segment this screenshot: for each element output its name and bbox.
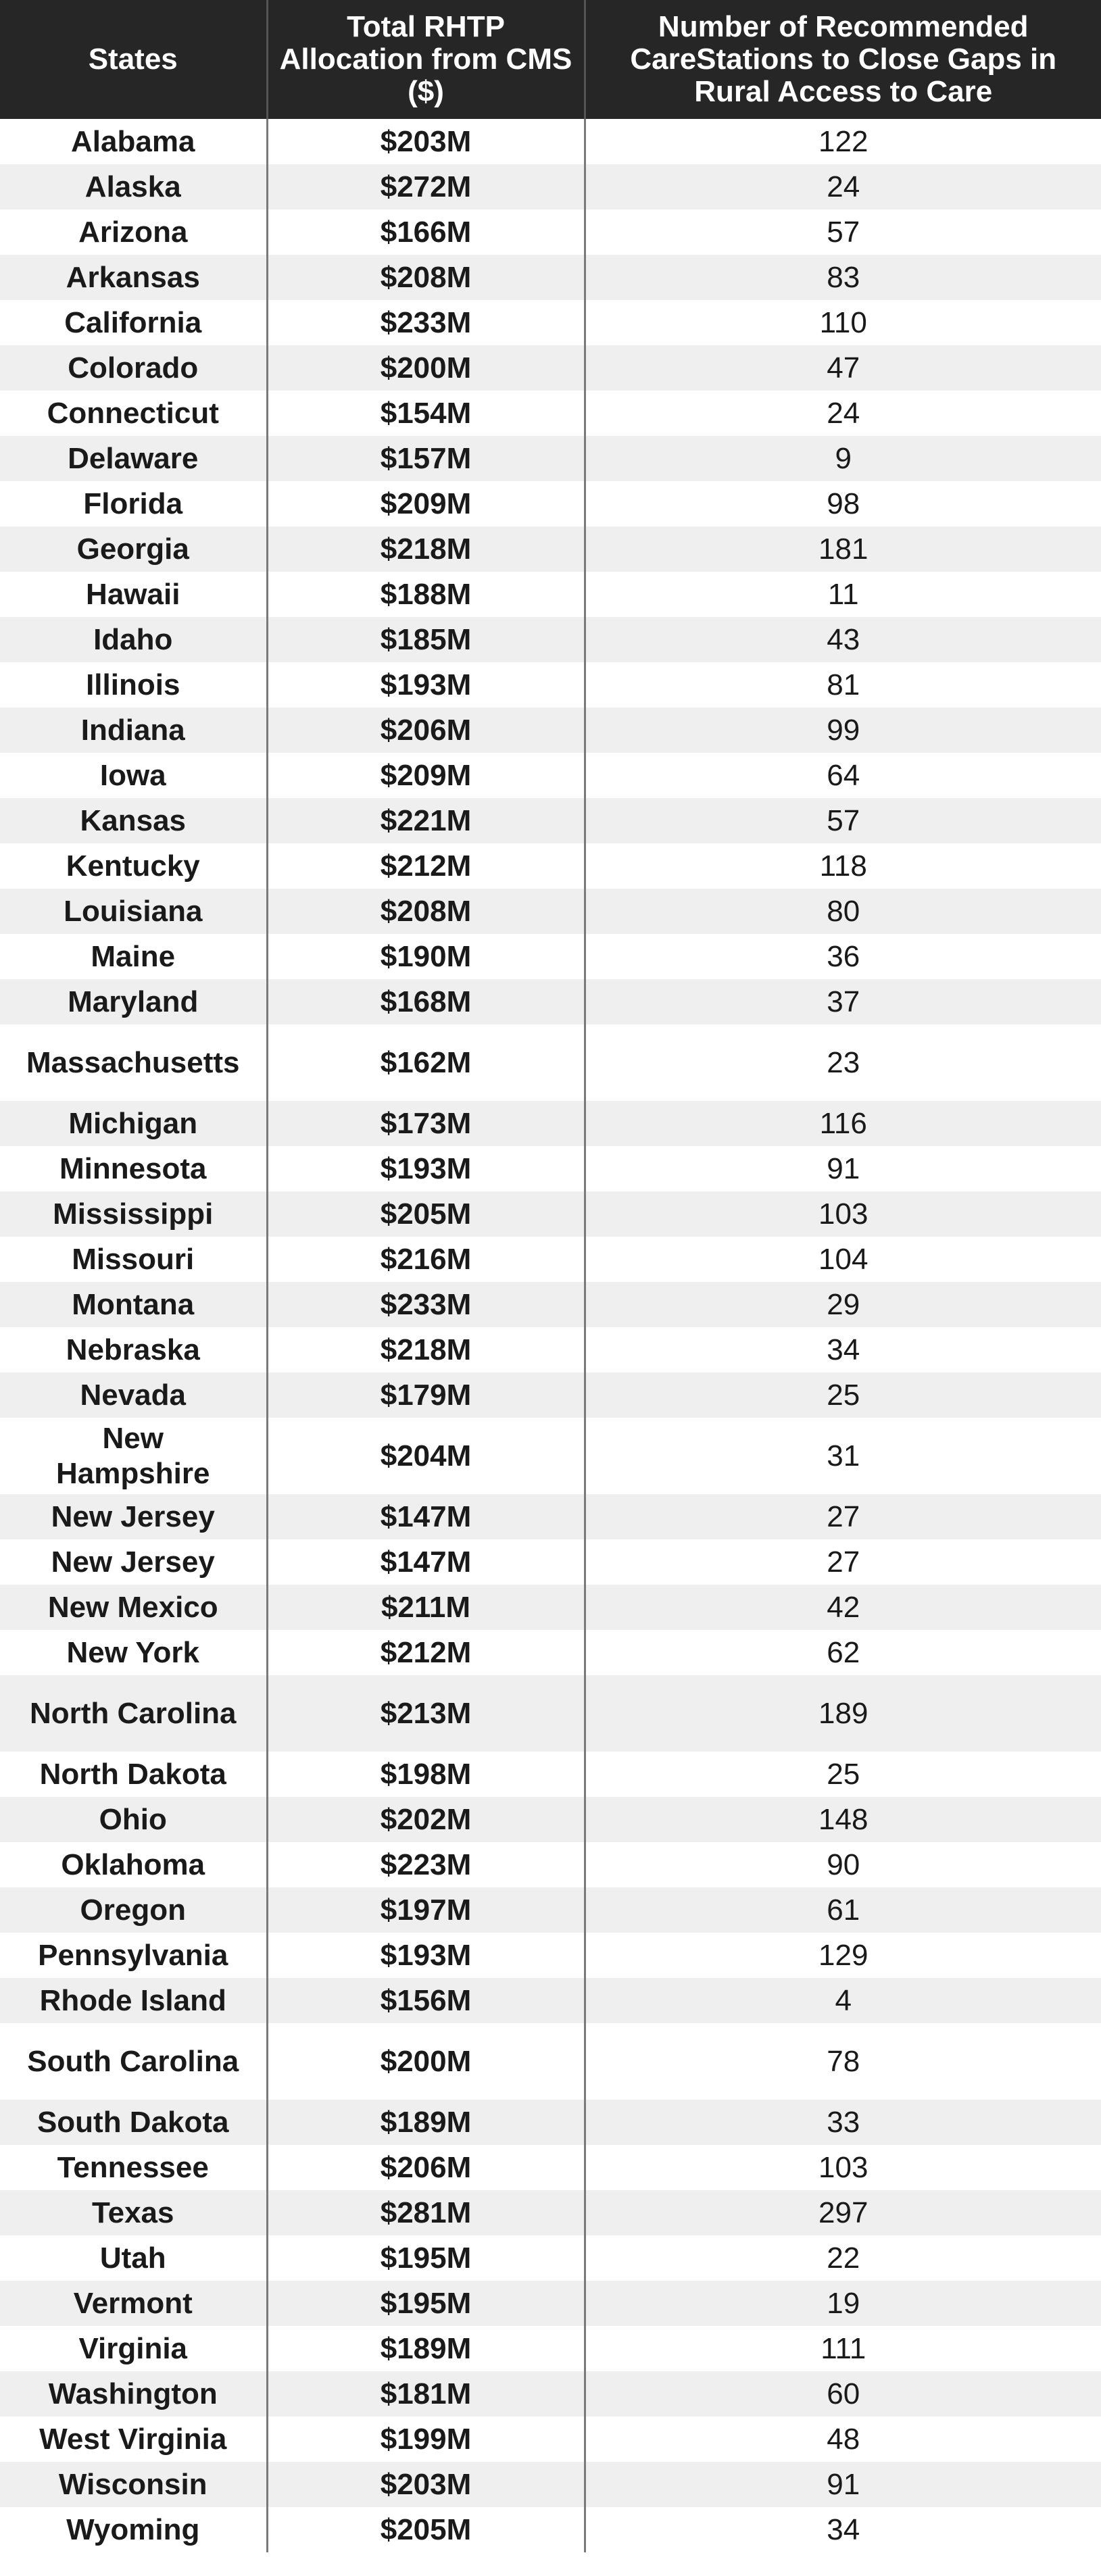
carestation-count-cell: 62 [585, 1630, 1101, 1675]
allocation-cell: $209M [267, 753, 585, 798]
carestation-count-cell: 57 [585, 209, 1101, 255]
carestation-count-cell: 23 [585, 1024, 1101, 1101]
table-row [0, 300, 1101, 345]
carestation-count-cell: 78 [585, 2023, 1101, 2100]
carestation-count-cell: 83 [585, 255, 1101, 300]
state-cell: New Jersey [0, 1539, 267, 1585]
table-row [0, 2462, 1101, 2507]
state-cell: North Dakota [0, 1752, 267, 1797]
header-states: States [0, 0, 267, 119]
state-cell: Maryland [0, 979, 267, 1024]
table-row [0, 889, 1101, 934]
header-carestations: Number of Recommended CareStations to Close Gaps in Rural Access to Care [585, 0, 1101, 119]
table-row [0, 2417, 1101, 2462]
table-row [0, 1675, 1101, 1752]
carestation-count-cell: 25 [585, 1752, 1101, 1797]
allocation-cell: $216M [267, 1237, 585, 1282]
carestation-count-cell: 122 [585, 119, 1101, 164]
state-cell: Ohio [0, 1797, 267, 1842]
table-row [0, 1282, 1101, 1327]
state-cell: Delaware [0, 436, 267, 481]
carestation-count-cell: 19 [585, 2281, 1101, 2326]
state-cell: Wyoming [0, 2507, 267, 2552]
carestation-count-cell: 181 [585, 526, 1101, 572]
carestation-count-cell: 27 [585, 1494, 1101, 1539]
state-cell: Florida [0, 481, 267, 526]
state-cell: New Jersey [0, 1494, 267, 1539]
allocation-cell: $147M [267, 1539, 585, 1585]
carestation-count-cell: 27 [585, 1539, 1101, 1585]
state-cell: North Carolina [0, 1675, 267, 1752]
state-cell: Rhode Island [0, 1978, 267, 2023]
carestation-count-cell: 25 [585, 1372, 1101, 1418]
carestation-count-cell: 116 [585, 1101, 1101, 1146]
state-cell: Alaska [0, 164, 267, 209]
state-cell: Iowa [0, 753, 267, 798]
state-cell: Pennsylvania [0, 1933, 267, 1978]
carestation-count-cell: 47 [585, 345, 1101, 391]
state-cell: Vermont [0, 2281, 267, 2326]
allocation-cell: $204M [267, 1418, 585, 1494]
allocation-cell: $193M [267, 1933, 585, 1978]
allocation-cell: $211M [267, 1585, 585, 1630]
allocation-cell: $203M [267, 2462, 585, 2507]
carestation-count-cell: 33 [585, 2100, 1101, 2145]
state-cell: Nebraska [0, 1327, 267, 1372]
allocation-cell: $218M [267, 526, 585, 572]
allocation-cell: $208M [267, 255, 585, 300]
state-cell: Hawaii [0, 572, 267, 617]
state-cell: West Virginia [0, 2417, 267, 2462]
carestation-count-cell: 104 [585, 1237, 1101, 1282]
allocation-cell: $173M [267, 1101, 585, 1146]
state-cell: Oklahoma [0, 1842, 267, 1887]
allocation-cell: $181M [267, 2371, 585, 2417]
state-cell: Michigan [0, 1101, 267, 1146]
allocation-cell: $209M [267, 481, 585, 526]
table-row [0, 345, 1101, 391]
state-cell: Nevada [0, 1372, 267, 1418]
allocation-cell: $147M [267, 1494, 585, 1539]
state-cell: Colorado [0, 345, 267, 391]
carestation-count-cell: 24 [585, 391, 1101, 436]
carestation-count-cell: 103 [585, 2145, 1101, 2190]
carestation-count-cell: 4 [585, 1978, 1101, 2023]
allocation-cell: $197M [267, 1887, 585, 1933]
allocation-cell: $195M [267, 2235, 585, 2281]
table-row [0, 1842, 1101, 1887]
allocation-cell: $212M [267, 843, 585, 889]
table-row [0, 2023, 1101, 2100]
allocation-cell: $213M [267, 1675, 585, 1752]
carestation-count-cell: 189 [585, 1675, 1101, 1752]
table-row [0, 1237, 1101, 1282]
allocation-cell: $272M [267, 164, 585, 209]
carestation-count-cell: 297 [585, 2190, 1101, 2235]
table-row [0, 1146, 1101, 1191]
allocation-cell: $221M [267, 798, 585, 843]
allocation-cell: $233M [267, 1282, 585, 1327]
carestation-count-cell: 61 [585, 1887, 1101, 1933]
allocation-cell: $154M [267, 391, 585, 436]
allocation-cell: $185M [267, 617, 585, 662]
carestation-count-cell: 111 [585, 2326, 1101, 2371]
table-row [0, 2235, 1101, 2281]
carestation-count-cell: 57 [585, 798, 1101, 843]
table-row [0, 436, 1101, 481]
table-row [0, 798, 1101, 843]
state-cell: New Mexico [0, 1585, 267, 1630]
allocation-cell: $189M [267, 2326, 585, 2371]
allocation-cell: $199M [267, 2417, 585, 2462]
carestation-count-cell: 60 [585, 2371, 1101, 2417]
header-row [0, 0, 1101, 119]
table-row [0, 662, 1101, 708]
allocation-cell: $208M [267, 889, 585, 934]
table-row [0, 979, 1101, 1024]
allocation-cell: $189M [267, 2100, 585, 2145]
state-cell: Arizona [0, 209, 267, 255]
state-cell: Idaho [0, 617, 267, 662]
carestation-count-cell: 24 [585, 164, 1101, 209]
table-body [0, 119, 1101, 2552]
state-cell: Mississippi [0, 1191, 267, 1237]
carestation-count-cell: 48 [585, 2417, 1101, 2462]
table-header [0, 0, 1101, 119]
allocation-cell: $195M [267, 2281, 585, 2326]
state-cell: Arkansas [0, 255, 267, 300]
table-row [0, 1539, 1101, 1585]
table-row [0, 1418, 1101, 1494]
carestation-count-cell: 80 [585, 889, 1101, 934]
state-cell: Maine [0, 934, 267, 979]
allocation-cell: $200M [267, 345, 585, 391]
carestation-count-cell: 99 [585, 708, 1101, 753]
table-row [0, 2281, 1101, 2326]
state-cell: Kansas [0, 798, 267, 843]
carestation-count-cell: 129 [585, 1933, 1101, 1978]
allocation-cell: $205M [267, 2507, 585, 2552]
allocation-cell: $202M [267, 1797, 585, 1842]
allocation-cell: $203M [267, 119, 585, 164]
allocation-cell: $190M [267, 934, 585, 979]
carestation-count-cell: 110 [585, 300, 1101, 345]
allocation-cell: $166M [267, 209, 585, 255]
allocation-cell: $156M [267, 1978, 585, 2023]
carestation-count-cell: 64 [585, 753, 1101, 798]
allocation-cell: $179M [267, 1372, 585, 1418]
carestation-count-cell: 37 [585, 979, 1101, 1024]
allocation-cell: $157M [267, 436, 585, 481]
allocation-cell: $233M [267, 300, 585, 345]
allocation-cell: $223M [267, 1842, 585, 1887]
table-row [0, 526, 1101, 572]
table-row [0, 2145, 1101, 2190]
table-row [0, 753, 1101, 798]
carestation-count-cell: 36 [585, 934, 1101, 979]
allocation-cell: $205M [267, 1191, 585, 1237]
table-row [0, 2507, 1101, 2552]
carestation-count-cell: 91 [585, 2462, 1101, 2507]
table-row [0, 1372, 1101, 1418]
table-row [0, 1933, 1101, 1978]
table-row [0, 119, 1101, 164]
carestation-count-cell: 22 [585, 2235, 1101, 2281]
table-row [0, 617, 1101, 662]
state-cell: Montana [0, 1282, 267, 1327]
state-cell: Kentucky [0, 843, 267, 889]
table-row [0, 1494, 1101, 1539]
table-row [0, 209, 1101, 255]
allocation-cell: $206M [267, 708, 585, 753]
state-cell: Minnesota [0, 1146, 267, 1191]
allocation-cell: $200M [267, 2023, 585, 2100]
table-row [0, 1585, 1101, 1630]
state-cell: South Carolina [0, 2023, 267, 2100]
state-cell: Washington [0, 2371, 267, 2417]
state-cell: Oregon [0, 1887, 267, 1933]
carestation-count-cell: 81 [585, 662, 1101, 708]
state-cell: California [0, 300, 267, 345]
carestation-count-cell: 11 [585, 572, 1101, 617]
table-row [0, 1887, 1101, 1933]
carestation-count-cell: 29 [585, 1282, 1101, 1327]
carestation-count-cell: 9 [585, 436, 1101, 481]
header-allocation: Total RHTP Allocation from CMS ($) [267, 0, 585, 119]
state-cell: New York [0, 1630, 267, 1675]
allocation-cell: $188M [267, 572, 585, 617]
state-cell: Georgia [0, 526, 267, 572]
table-row [0, 1024, 1101, 1101]
carestation-count-cell: 34 [585, 2507, 1101, 2552]
state-cell: Missouri [0, 1237, 267, 1282]
carestation-count-cell: 34 [585, 1327, 1101, 1372]
carestation-count-cell: 118 [585, 843, 1101, 889]
allocation-cell: $281M [267, 2190, 585, 2235]
table-row [0, 1101, 1101, 1146]
state-cell: Tennessee [0, 2145, 267, 2190]
carestation-count-cell: 43 [585, 617, 1101, 662]
table-row [0, 934, 1101, 979]
state-cell: Illinois [0, 662, 267, 708]
table-row [0, 1191, 1101, 1237]
table-row [0, 2371, 1101, 2417]
state-cell [0, 1418, 267, 1494]
table-row [0, 164, 1101, 209]
carestation-count-cell: 90 [585, 1842, 1101, 1887]
state-label: New Hampshire [56, 1421, 210, 1490]
carestation-count-cell: 42 [585, 1585, 1101, 1630]
allocation-cell: $168M [267, 979, 585, 1024]
state-cell: Massachusetts [0, 1024, 267, 1101]
table-row [0, 1327, 1101, 1372]
table-row [0, 843, 1101, 889]
state-cell: South Dakota [0, 2100, 267, 2145]
table-row [0, 2326, 1101, 2371]
table-row [0, 2190, 1101, 2235]
table-row [0, 1797, 1101, 1842]
allocation-cell: $198M [267, 1752, 585, 1797]
table-row [0, 255, 1101, 300]
table-row [0, 2100, 1101, 2145]
state-cell: Utah [0, 2235, 267, 2281]
table-row [0, 708, 1101, 753]
state-cell: Virginia [0, 2326, 267, 2371]
table-row [0, 1752, 1101, 1797]
state-cell: Wisconsin [0, 2462, 267, 2507]
allocation-cell: $193M [267, 662, 585, 708]
state-cell: Louisiana [0, 889, 267, 934]
allocation-cell: $218M [267, 1327, 585, 1372]
state-cell: Connecticut [0, 391, 267, 436]
state-cell: Alabama [0, 119, 267, 164]
allocation-cell: $162M [267, 1024, 585, 1101]
allocation-cell: $212M [267, 1630, 585, 1675]
allocation-cell: $193M [267, 1146, 585, 1191]
carestation-count-cell: 91 [585, 1146, 1101, 1191]
table-row [0, 391, 1101, 436]
state-cell: Indiana [0, 708, 267, 753]
state-cell: Texas [0, 2190, 267, 2235]
carestation-count-cell: 98 [585, 481, 1101, 526]
carestation-count-cell: 31 [585, 1418, 1101, 1494]
table-row [0, 572, 1101, 617]
carestation-count-cell: 103 [585, 1191, 1101, 1237]
allocation-cell: $206M [267, 2145, 585, 2190]
table-row [0, 1630, 1101, 1675]
table-row [0, 1978, 1101, 2023]
carestation-count-cell: 148 [585, 1797, 1101, 1842]
table-row [0, 481, 1101, 526]
